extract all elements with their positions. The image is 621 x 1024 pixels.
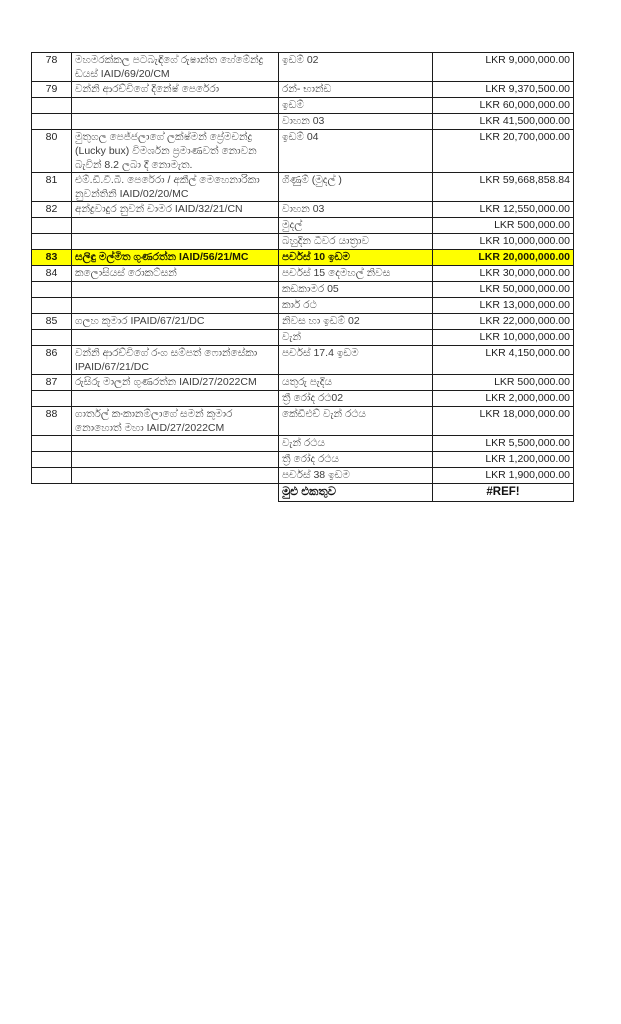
amount-cell: LKR 18,000,000.00 [433, 407, 574, 436]
suspect-name-cell: සලිඳු මල්මිත ගුණරත්න IAID/56/21/MC [72, 250, 279, 266]
suspect-name-cell [72, 218, 279, 234]
row-number-cell [32, 468, 72, 484]
suspect-name-cell [72, 98, 279, 114]
table-row [32, 468, 574, 484]
table-row [32, 250, 574, 266]
suspect-name-cell: ගාර්තල් කංකානම්ලාගේ සමන් කුමාර නොහොත් මහා IAID/27/2022CM [72, 407, 279, 436]
suspect-name-cell [72, 114, 279, 130]
asset-description-cell: වාහන 03 [279, 114, 433, 130]
suspect-name-cell [72, 436, 279, 452]
asset-description-cell: ඉඩම් 04 [279, 130, 433, 173]
table-row [32, 436, 574, 452]
amount-cell: LKR 60,000,000.00 [433, 98, 574, 114]
amount-cell: LKR 20,000,000.00 [433, 250, 574, 266]
asset-description-cell: පර්චස් 38 ඉඩම [279, 468, 433, 484]
table-row [32, 375, 574, 391]
asset-description-cell: ඉඩම් [279, 98, 433, 114]
amount-cell: LKR 59,668,858.84 [433, 173, 574, 202]
suspect-name-cell: මහමරක්කල පටබැඳිගේ රුෂාන්ත හේමේන්ද්‍ර ඩයස් IAID/69/20/CM [72, 53, 279, 82]
amount-cell: LKR 30,000,000.00 [433, 266, 574, 282]
row-number-cell [32, 391, 72, 407]
amount-cell: LKR 50,000,000.00 [433, 282, 574, 298]
amount-cell: LKR 500,000.00 [433, 375, 574, 391]
row-number-cell: 85 [32, 314, 72, 330]
table-row [32, 53, 574, 82]
row-number-cell: 83 [32, 250, 72, 266]
asset-description-cell: පර්චස් 17.4 ඉඩම [279, 346, 433, 375]
table-row [32, 218, 574, 234]
row-number-cell [32, 298, 72, 314]
amount-cell: LKR 10,000,000.00 [433, 330, 574, 346]
table-row [32, 234, 574, 250]
row-number-cell: 84 [32, 266, 72, 282]
row-number-cell [32, 452, 72, 468]
suspect-name-cell [72, 391, 279, 407]
row-number-cell: 79 [32, 82, 72, 98]
asset-description-cell: බහුදින ධීවර යාත්‍රාව [279, 234, 433, 250]
asset-description-cell: මුදල් [279, 218, 433, 234]
amount-cell: LKR 2,000,000.00 [433, 391, 574, 407]
table-row [32, 407, 574, 436]
row-number-cell: 82 [32, 202, 72, 218]
suspect-name-cell: අන්ද්‍රවාදුර නුවන් චාමර IAID/32/21/CN [72, 202, 279, 218]
suspect-name-cell: ගලහ කුමාර IPAID/67/21/DC [72, 314, 279, 330]
asset-description-cell: පර්චස් 10 ඉඩම [279, 250, 433, 266]
table-row [32, 202, 574, 218]
table-row [32, 282, 574, 298]
total-spacer-cell [72, 484, 279, 502]
suspect-name-cell: වන්නි ආරච්චිගේ රංග සම්පත් ෆොන්සේකා IPAID/67/21/DC [72, 346, 279, 375]
asset-table-body [32, 53, 574, 502]
amount-cell: LKR 1,200,000.00 [433, 452, 574, 468]
row-number-cell [32, 282, 72, 298]
row-number-cell [32, 114, 72, 130]
table-row [32, 98, 574, 114]
suspect-name-cell: මුතුගල පෙජ්ජලාගේ ලක්ෂ්මන් ප්‍රේමචන්ද්‍ර (Lucky bux) විමර්ශන ප්‍රමාණවත් නොවන බැවින් 8.2 ලබා දී නොමැත. [72, 130, 279, 173]
total-label-cell: මුළු එකතුව [279, 484, 433, 502]
table-row [32, 266, 574, 282]
total-value-cell: #REF! [433, 484, 574, 502]
row-number-cell [32, 234, 72, 250]
suspect-name-cell: කලොසියස් රොකට්සන් [72, 266, 279, 282]
table-row [32, 82, 574, 98]
suspect-name-cell: එම්.ඩී.වී.බී. පෙරේරා / අකීල් මෙහෙනාරිකා නුවන්තිනි IAID/02/20/MC [72, 173, 279, 202]
asset-description-cell: කාර් රථ [279, 298, 433, 314]
asset-table [31, 52, 574, 502]
amount-cell: LKR 41,500,000.00 [433, 114, 574, 130]
row-number-cell: 78 [32, 53, 72, 82]
asset-description-cell: කඩකාමර 05 [279, 282, 433, 298]
asset-description-cell: යතුරු පැදිය [279, 375, 433, 391]
amount-cell: LKR 9,370,500.00 [433, 82, 574, 98]
asset-description-cell: කේඩීඑච් වැන් රථය [279, 407, 433, 436]
amount-cell: LKR 500,000.00 [433, 218, 574, 234]
asset-description-cell: වැන් රථය [279, 436, 433, 452]
total-row [32, 484, 574, 502]
amount-cell: LKR 10,000,000.00 [433, 234, 574, 250]
asset-description-cell: රන්- භාන්ඩ [279, 82, 433, 98]
table-row [32, 330, 574, 346]
suspect-name-cell [72, 282, 279, 298]
table-row [32, 452, 574, 468]
amount-cell: LKR 22,000,000.00 [433, 314, 574, 330]
row-number-cell [32, 218, 72, 234]
amount-cell: LKR 5,500,000.00 [433, 436, 574, 452]
row-number-cell: 80 [32, 130, 72, 173]
suspect-name-cell [72, 234, 279, 250]
table-row [32, 298, 574, 314]
row-number-cell: 81 [32, 173, 72, 202]
asset-description-cell: පර්චස් 15 දෙමහල් නිවස [279, 266, 433, 282]
total-spacer-cell [32, 484, 72, 502]
suspect-name-cell [72, 468, 279, 484]
suspect-name-cell [72, 330, 279, 346]
row-number-cell: 87 [32, 375, 72, 391]
row-number-cell: 88 [32, 407, 72, 436]
asset-description-cell: ත්‍රී රෝද රථ02 [279, 391, 433, 407]
amount-cell: LKR 20,700,000.00 [433, 130, 574, 173]
asset-description-cell: ගිණුම් (මුදල් ) [279, 173, 433, 202]
table-row [32, 173, 574, 202]
table-row [32, 130, 574, 173]
asset-description-cell: ඉඩම් 02 [279, 53, 433, 82]
row-number-cell [32, 330, 72, 346]
table-row [32, 346, 574, 375]
asset-description-cell: ත්‍රී රෝද රථය [279, 452, 433, 468]
asset-description-cell: නිවස හා ඉඩම් 02 [279, 314, 433, 330]
row-number-cell: 86 [32, 346, 72, 375]
amount-cell: LKR 4,150,000.00 [433, 346, 574, 375]
suspect-name-cell: රුසිරු මාලන් ගුණරත්න IAID/27/2022CM [72, 375, 279, 391]
row-number-cell [32, 98, 72, 114]
amount-cell: LKR 1,900,000.00 [433, 468, 574, 484]
suspect-name-cell [72, 452, 279, 468]
amount-cell: LKR 12,550,000.00 [433, 202, 574, 218]
suspect-name-cell: වන්නි ආරච්චිගේ දිනේෂ් පෙරේරා [72, 82, 279, 98]
suspect-name-cell [72, 298, 279, 314]
asset-description-cell: වැන් [279, 330, 433, 346]
table-row [32, 114, 574, 130]
table-row [32, 391, 574, 407]
amount-cell: LKR 13,000,000.00 [433, 298, 574, 314]
amount-cell: LKR 9,000,000.00 [433, 53, 574, 82]
table-row [32, 314, 574, 330]
asset-description-cell: වාහන 03 [279, 202, 433, 218]
row-number-cell [32, 436, 72, 452]
